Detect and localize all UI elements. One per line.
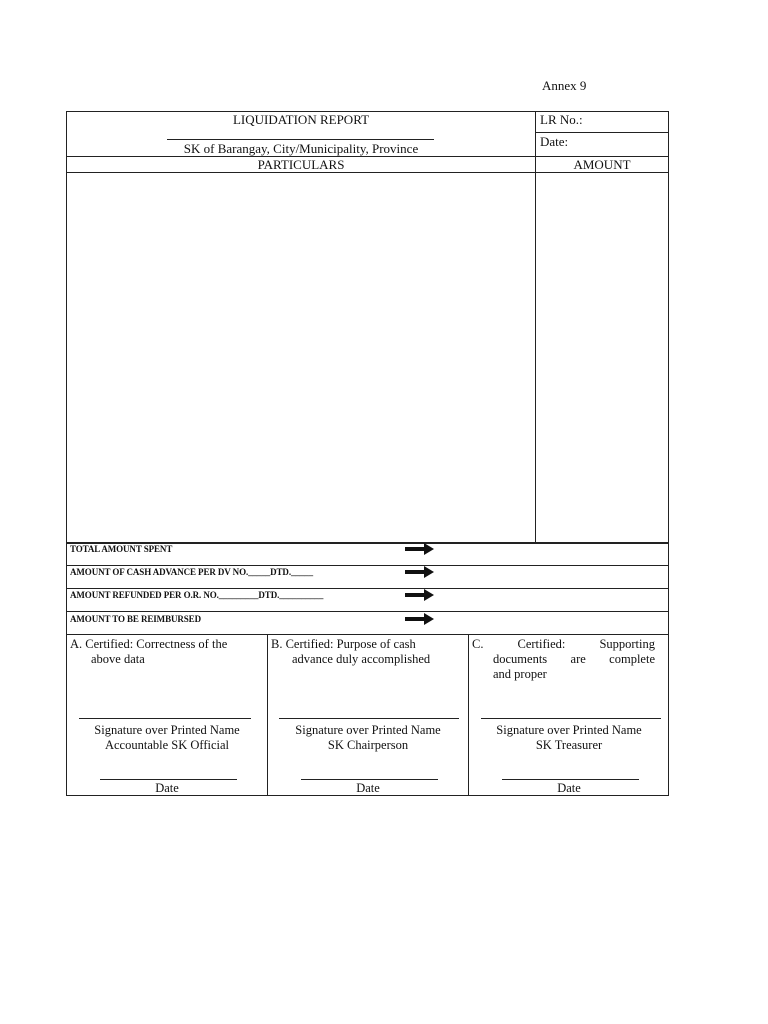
summary-divider: [67, 588, 669, 589]
subtitle-underline: [167, 139, 434, 140]
particulars-header: PARTICULARS: [257, 157, 345, 172]
cert-b-text: [271, 637, 463, 667]
arrow-right-icon: [405, 566, 435, 578]
summary-divider: [67, 611, 669, 612]
cert-a-signature-line: [79, 718, 251, 719]
date-label: Date:: [540, 134, 569, 149]
cert-c-date-line: [502, 779, 639, 780]
cert-divider-2: [468, 634, 469, 796]
form-subtitle: SK of Barangay, City/Municipality, Province: [183, 141, 419, 156]
cert-divider-1: [267, 634, 268, 796]
cert-b-role: SK Chairperson: [327, 738, 409, 752]
cert-c-text: [472, 637, 655, 682]
cert-a-line2: above data: [91, 652, 145, 666]
cert-b-date-label: Date: [356, 781, 380, 795]
cert-c-letter: C.: [472, 637, 484, 651]
cash-advance-label: AMOUNT OF CASH ADVANCE PER DV NO._____DTD._____: [70, 567, 313, 577]
summary-divider: [67, 565, 669, 566]
cert-b-line1: B. Certified: Purpose of cash: [271, 637, 416, 651]
cert-a-date-line: [100, 779, 237, 780]
cert-c-line1: [472, 637, 655, 652]
annex-label: Annex 9: [542, 78, 587, 93]
cert-b-line2: advance duly accomplished: [292, 652, 431, 666]
arrow-right-icon: [405, 589, 435, 601]
lr-date-divider: [535, 132, 669, 133]
arrow-right-icon: [405, 613, 435, 625]
cert-a-date-label: Date: [155, 781, 179, 795]
amount-area[interactable]: [536, 173, 669, 541]
amount-refunded-label: AMOUNT REFUNDED PER O.R. NO._________DTD.__________: [70, 590, 324, 600]
liquidation-report-form: [66, 111, 669, 796]
total-amount-spent-label: TOTAL AMOUNT SPENT: [70, 544, 173, 554]
amount-header: AMOUNT: [573, 157, 631, 172]
cert-a-signature-label: Signature over Printed Name: [94, 723, 240, 737]
form-title: LIQUIDATION REPORT: [232, 112, 370, 127]
cert-b-signature-label: Signature over Printed Name: [295, 723, 441, 737]
cert-a-text: [70, 637, 262, 667]
cert-c-signature-line: [481, 718, 661, 719]
particulars-area[interactable]: [67, 173, 534, 541]
cert-c-signature-label: Signature over Printed Name: [496, 723, 642, 737]
cert-b-signature-line: [279, 718, 459, 719]
cert-c-certified: Certified:: [517, 637, 566, 651]
cert-a-line1: A. Certified: Correctness of the: [70, 637, 228, 651]
cert-c-line2: documents are complete: [493, 652, 655, 666]
cert-c-line3: and proper: [493, 667, 547, 681]
cert-c-date-label: Date: [557, 781, 581, 795]
certification-top-divider: [67, 634, 669, 635]
cert-c-role: SK Treasurer: [535, 738, 603, 752]
cert-b-date-line: [301, 779, 438, 780]
cert-c-supporting: Supporting: [599, 637, 655, 651]
lr-no-label: LR No.:: [540, 112, 583, 127]
arrow-right-icon: [405, 543, 435, 555]
amount-reimbursed-label: AMOUNT TO BE REIMBURSED: [70, 614, 201, 624]
cert-a-role: Accountable SK Official: [104, 738, 230, 752]
